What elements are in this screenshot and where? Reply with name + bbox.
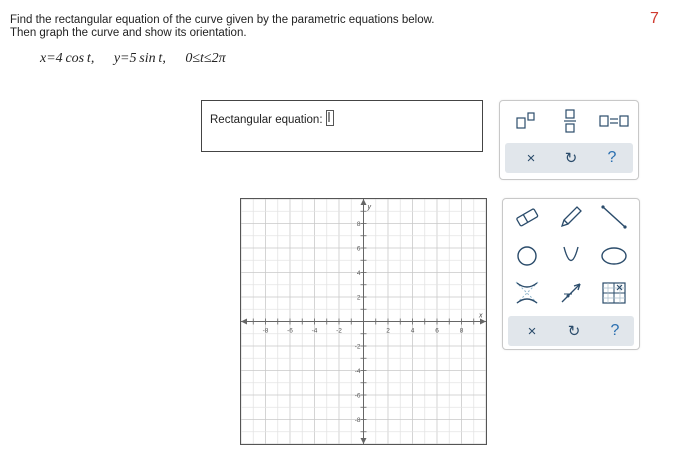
math-palette-footer	[505, 143, 633, 173]
graph-tool-palette	[502, 198, 640, 350]
ray-button[interactable]	[553, 279, 589, 307]
equals-button[interactable]	[596, 107, 632, 135]
pencil-button[interactable]	[553, 203, 589, 231]
circle-button[interactable]	[509, 242, 545, 270]
answer-box[interactable]	[201, 100, 483, 152]
y-tick-label: 6	[356, 245, 361, 253]
x-axis-label: x	[479, 312, 483, 320]
x-tick-label: 8	[459, 327, 464, 335]
equation-y: y=5 sin t,	[113, 51, 166, 66]
equals-icon	[599, 113, 629, 129]
line-segment-button[interactable]	[596, 203, 632, 231]
instruction-line-1: Find the rectangular equation of the curve given by the parametric equations below.	[10, 14, 435, 26]
fraction-button[interactable]	[552, 107, 588, 135]
x-tick-label: 2	[386, 327, 390, 335]
hyperbola-icon	[513, 279, 541, 307]
x-tick-label: 4	[410, 327, 415, 335]
y-tick-label: 4	[356, 270, 361, 277]
parametric-equations	[40, 51, 242, 67]
y-tick-label: -4	[354, 368, 361, 375]
x-axis-arrow-left	[241, 319, 247, 325]
y-axis-arrow-up	[361, 199, 367, 205]
y-tick-label: -2	[354, 343, 361, 351]
parameter-range: 0≤t≤2π	[185, 51, 226, 66]
answer-label: Rectangular equation:	[210, 114, 323, 126]
y-tick-label: -6	[354, 392, 361, 400]
y-tick-label: 2	[356, 294, 361, 302]
coordinate-grid[interactable]	[241, 199, 486, 444]
y-axis-arrow-down	[361, 438, 367, 444]
instruction-line-2: Then graph the curve and show its orientation.	[10, 27, 247, 39]
pencil-icon	[558, 205, 584, 229]
graph-undo-button[interactable]: ↻	[567, 323, 581, 340]
help-button[interactable]: ?	[607, 149, 617, 166]
parabola-button[interactable]	[553, 242, 589, 270]
math-palette	[499, 100, 639, 180]
graph-clear-button[interactable]: ×	[527, 322, 537, 340]
clear-button[interactable]: ×	[526, 149, 536, 167]
parabola-icon	[560, 244, 582, 268]
x-tick-label: 6	[435, 327, 439, 335]
x-tick-label: -8	[262, 327, 269, 335]
y-tick-label: -8	[354, 417, 361, 424]
superscript-icon	[515, 112, 537, 130]
line-segment-icon	[600, 204, 628, 230]
question-instructions	[10, 14, 434, 40]
graph-palette-footer	[508, 316, 634, 346]
question-number: 7	[650, 10, 659, 27]
answer-input[interactable]	[326, 110, 334, 126]
equation-x: x=4 cos t,	[40, 51, 95, 66]
grid-settings-button[interactable]	[596, 279, 632, 307]
ellipse-button[interactable]	[596, 242, 632, 270]
graph-help-button[interactable]: ?	[610, 322, 620, 339]
fraction-icon	[561, 109, 579, 133]
x-tick-label: -6	[287, 327, 293, 335]
graph-area[interactable]	[240, 198, 487, 445]
undo-button[interactable]: ↻	[564, 150, 578, 167]
x-tick-label: -2	[336, 327, 342, 335]
y-tick-label: 8	[356, 221, 361, 228]
ray-icon	[558, 280, 584, 306]
hyperbola-button[interactable]	[509, 279, 545, 307]
grid-settings-icon	[601, 281, 627, 305]
ellipse-icon	[599, 246, 629, 266]
x-tick-label: -4	[311, 327, 318, 335]
y-axis-label: y	[367, 204, 371, 211]
superscript-button[interactable]	[508, 107, 544, 135]
circle-icon	[515, 244, 539, 268]
eraser-icon	[514, 206, 540, 228]
tick-labels	[263, 204, 483, 424]
eraser-button[interactable]	[509, 203, 545, 231]
answer-label-row	[210, 110, 334, 126]
